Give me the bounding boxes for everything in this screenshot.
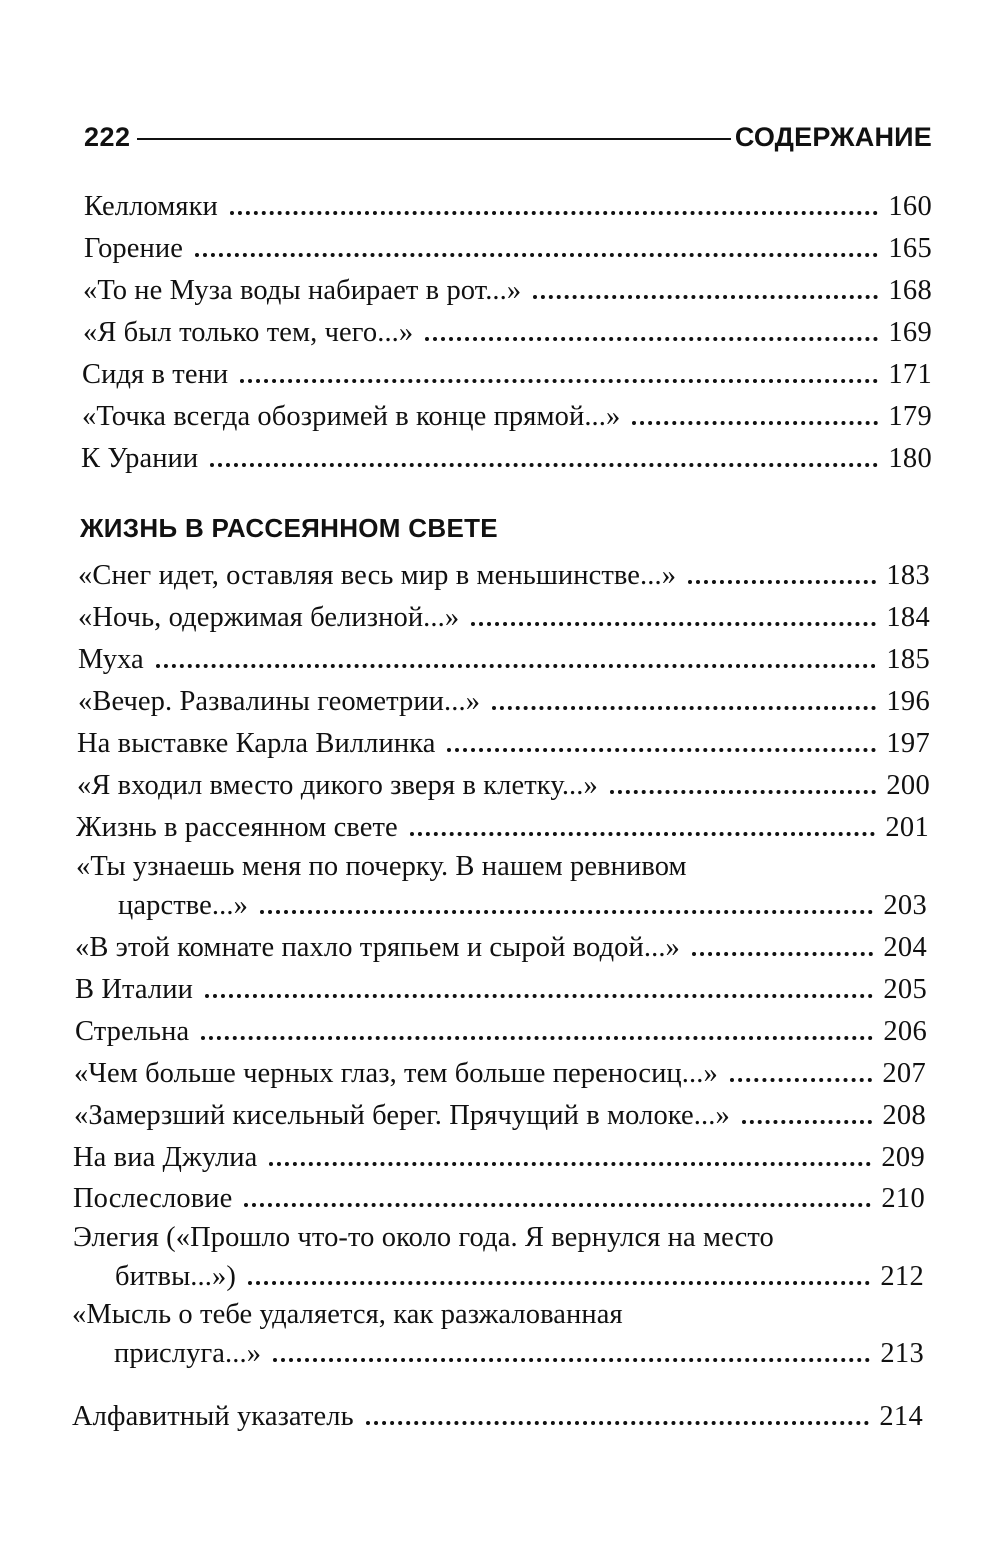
toc-entry-title: прислуга...» [114,1338,262,1369]
dot-leader [260,910,873,914]
toc-entry [73,1180,925,1216]
toc-entry [74,1055,926,1091]
section-heading: ЖИЗНЬ В РАССЕЯННОМ СВЕТЕ [80,513,498,543]
toc-entry-title: «То не Муза воды набирает в рот...» [83,275,522,306]
dot-leader [210,463,878,467]
toc-entry [77,767,930,803]
running-head [84,112,932,152]
toc-entry-page: 212 [880,1261,924,1292]
toc-entry [115,1258,924,1294]
dot-leader [230,211,878,215]
toc-entry-title: Алфавитный указатель [72,1401,354,1432]
toc-entry-title-line1: Элегия («Прошло что-то около года. Я вернулся на место [73,1222,774,1253]
dot-leader [205,994,873,998]
toc-entry-page: 179 [888,401,932,432]
toc-entry-title: На виа Джулиа [73,1142,258,1173]
dot-leader [248,1281,870,1285]
toc-entry [83,314,932,350]
dot-leader [533,295,878,299]
toc-entry-page: 197 [886,728,930,759]
toc-entry-page: 214 [879,1401,923,1432]
toc-entry-title: «Ночь, одержимая белизной...» [78,602,460,633]
toc-entry [84,188,932,224]
toc-entry-page: 185 [886,644,930,675]
toc-entry-title-line1: «Ты узнаешь меня по почерку. В нашем ревнивом [76,851,687,882]
toc-entry [82,356,932,392]
dot-leader [688,580,876,584]
toc-entry [78,599,930,635]
toc-entry-title: «Вечер. Развалины геометрии...» [78,686,481,717]
dot-leader [269,1162,871,1166]
toc-entry-title: «Я был только тем, чего...» [83,317,414,348]
running-head-title: СОДЕРЖАНИЕ [734,122,932,152]
toc-entry-title: Муха [78,644,144,675]
dot-leader [244,1203,871,1207]
page-number: 222 [84,122,131,152]
toc-entry-title: «Точка всегда обозримей в конце прямой...» [82,401,621,432]
dot-leader [471,622,876,626]
toc-entry-title-line1: «Мысль о тебе удаляется, как разжалованная [72,1299,623,1330]
dot-leader [201,1036,873,1040]
header-rule [137,138,731,140]
toc-entry-title: Стрельна [75,1016,190,1047]
toc-entry [75,971,927,1007]
toc-entry-page: 206 [883,1016,927,1047]
dot-leader [240,379,878,383]
toc-entry [77,725,930,761]
toc-entry-page: 160 [888,191,932,222]
toc-entry-title: «Я входил вместо дикого зверя в клетку...» [77,770,598,801]
toc-entry [114,1335,924,1371]
toc-entry-title: «Снег идет, оставляя весь мир в меньшинстве...» [78,560,677,591]
toc-entry-title: царстве...» [118,890,248,921]
toc-entry [78,683,930,719]
toc-entry-title: На выставке Карла Виллинка [77,728,436,759]
toc-entry-page: 209 [881,1142,925,1173]
toc-entry [75,929,927,965]
toc-entry-page: 169 [888,317,932,348]
toc-entry-page: 213 [880,1338,924,1369]
toc-entry [75,1013,927,1049]
toc-entry [83,272,932,308]
dot-leader [692,952,873,956]
dot-leader [195,253,878,257]
dot-leader [410,832,876,836]
dot-leader [742,1120,873,1124]
toc-entry [78,641,930,677]
toc-entry-page: 208 [882,1100,926,1131]
toc-entry-title: В Италии [75,974,193,1005]
toc-entry [74,1097,926,1133]
toc-entry-page: 184 [886,602,930,633]
toc-entry [82,398,932,434]
toc-entry-title: Жизнь в рассеянном свете [76,812,398,843]
toc-entry [118,887,927,923]
dot-leader [730,1078,873,1082]
toc-entry-title: «В этой комнате пахло тряпьем и сырой водой...» [75,932,680,963]
toc-entry-page: 207 [882,1058,926,1089]
toc-entry-page: 183 [886,560,930,591]
toc-entry [84,230,932,266]
dot-leader [273,1358,870,1362]
toc-entry-title: Горение [84,233,183,264]
dot-leader [447,748,876,752]
toc-entry-page: 203 [883,890,927,921]
toc-entry [81,440,932,476]
toc-entry [78,557,930,593]
dot-leader [632,421,878,425]
dot-leader [156,664,877,668]
toc-entry-index [72,1398,923,1434]
dot-leader [366,1421,870,1425]
toc-entry [76,809,929,845]
toc-entry-page: 204 [883,932,927,963]
toc-entry-title: Сидя в тени [82,359,229,390]
toc-entry-title: «Чем больше черных глаз, тем больше переносиц...» [74,1058,718,1089]
toc-entry-title: Келломяки [84,191,218,222]
dot-leader [425,337,878,341]
toc-entry [73,1139,925,1175]
toc-entry-page: 200 [886,770,930,801]
toc-entry-page: 165 [888,233,932,264]
toc-entry-page: 168 [888,275,932,306]
toc-entry-page: 180 [888,443,932,474]
toc-entry-page: 201 [885,812,929,843]
toc-entry-page: 210 [881,1183,925,1214]
dot-leader [610,790,876,794]
toc-entry-title: «Замерзший кисельный берег. Прячущий в молоке...» [74,1100,730,1131]
toc-entry-page: 171 [888,359,932,390]
toc-entry-page: 196 [886,686,930,717]
toc-entry-title: битвы...») [115,1261,236,1292]
toc-entry-title: Послесловие [73,1183,233,1214]
toc-entry-page: 205 [883,974,927,1005]
dot-leader [492,706,876,710]
toc-entry-title: К Урании [81,443,199,474]
